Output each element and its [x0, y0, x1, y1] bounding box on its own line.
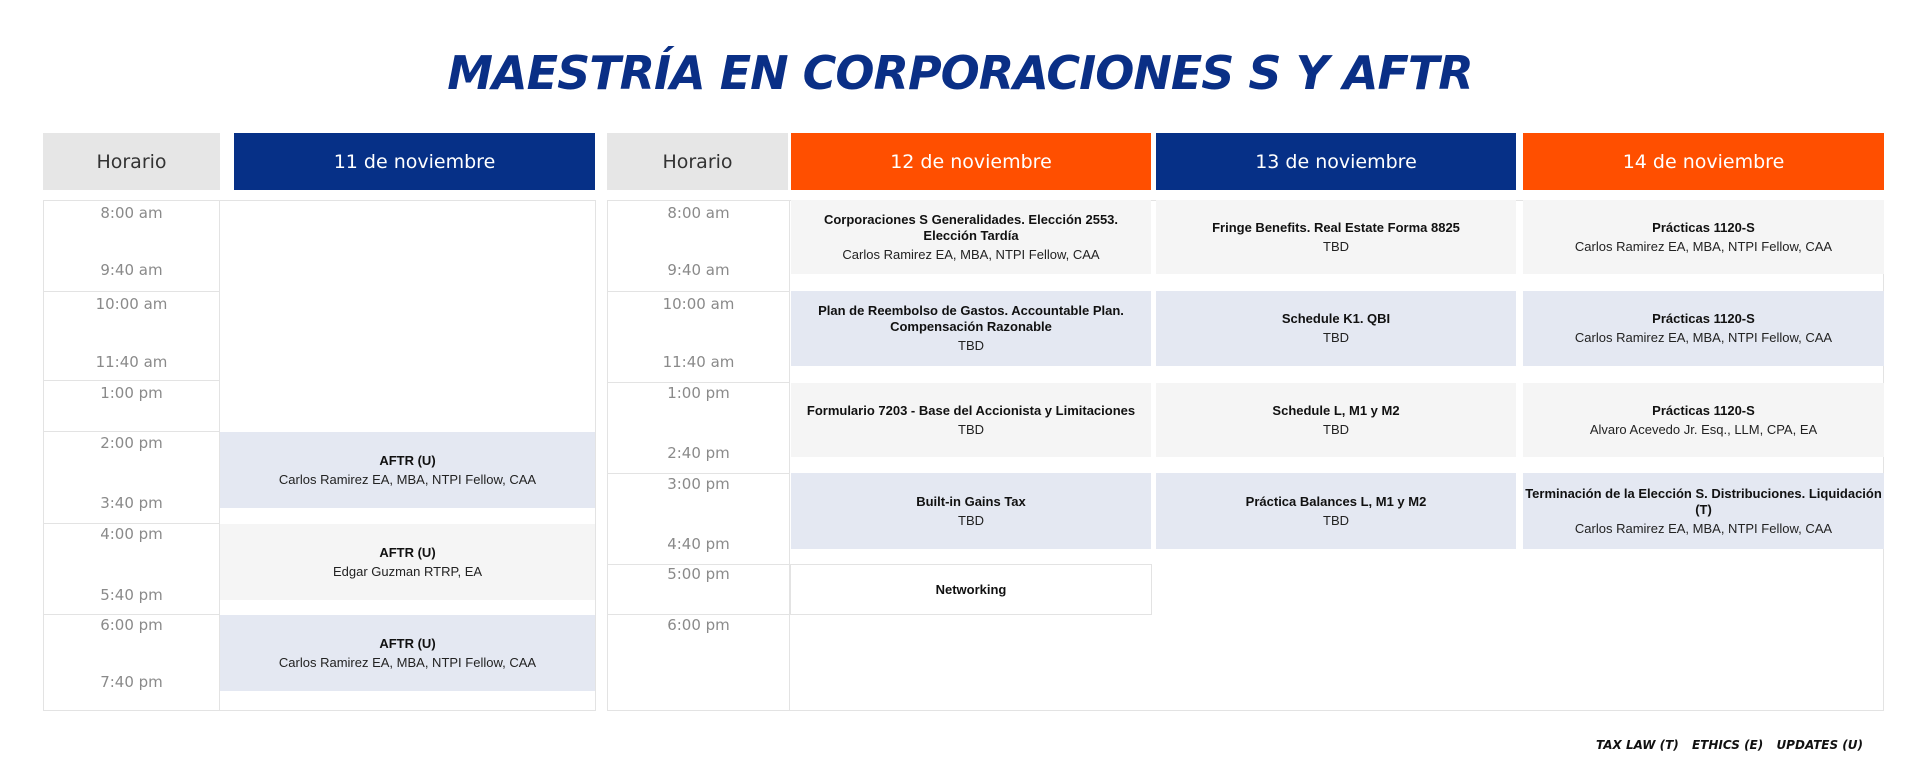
session-title: Fringe Benefits. Real Estate Forma 8825: [1212, 219, 1460, 235]
session-speaker: TBD: [1323, 330, 1349, 345]
session-card[interactable]: [791, 383, 1151, 457]
session-speaker: TBD: [958, 421, 984, 437]
session-card[interactable]: [791, 473, 1151, 549]
session-title: Terminación de la Elección S. Distribuciones. Liquidación (T): [1525, 485, 1882, 517]
session-speaker: Carlos Ramirez EA, MBA, NTPI Fellow, CAA: [1574, 330, 1833, 345]
time-label: 8:00 am: [667, 204, 730, 222]
time-label: 11:40 am: [95, 353, 168, 371]
time-label: 9:40 am: [667, 261, 730, 279]
session-speaker: TBD: [958, 338, 984, 353]
time-label: 2:00 pm: [100, 434, 163, 452]
legend-ethics: ETHICS (E): [1691, 738, 1764, 752]
session-title: Prácticas 1120-S: [1652, 219, 1755, 235]
session-card[interactable]: [1523, 291, 1884, 366]
row-divider: [607, 382, 790, 383]
session-title: Networking: [935, 581, 1007, 597]
time-label: 1:00 pm: [667, 384, 730, 402]
session-title: Built-in Gains Tax: [916, 493, 1026, 509]
session-speaker: Carlos Ramirez EA, MBA, NTPI Fellow, CAA: [1574, 520, 1833, 536]
session-card[interactable]: [791, 291, 1151, 366]
header-day-14: 14 de noviembre: [1523, 133, 1884, 190]
legend-tax-law: TAX LAW (T): [1595, 738, 1679, 752]
time-label: 4:00 pm: [100, 525, 163, 543]
session-title: Prácticas 1120-S: [1652, 402, 1755, 418]
time-label: 10:00 am: [95, 295, 168, 313]
session-title: Schedule K1. QBI: [1281, 311, 1391, 326]
header-day-11: 11 de noviembre: [234, 133, 595, 190]
row-divider: [607, 291, 790, 292]
page-title: MAESTRÍA EN CORPORACIONES S Y AFTR: [447, 46, 1473, 100]
session-title: Plan de Reembolso de Gastos. Accountable Plan. Compensación Razonable: [818, 303, 1124, 334]
session-title: Formulario 7203 - Base del Accionista y Limitaciones: [806, 402, 1136, 418]
session-card[interactable]: [1156, 291, 1516, 366]
session-title: AFTR (U): [379, 635, 436, 651]
row-divider: [43, 380, 220, 381]
session-title: Corporaciones S Generalidades. Elección 2553. Elección Tardía: [823, 211, 1119, 243]
session-card[interactable]: [220, 524, 595, 600]
session-card[interactable]: [220, 432, 595, 508]
time-label: 5:00 pm: [667, 565, 730, 583]
header-horario-right: Horario: [607, 133, 788, 190]
session-card[interactable]: [1156, 383, 1516, 457]
session-speaker: Carlos Ramirez EA, MBA, NTPI Fellow, CAA: [278, 654, 537, 670]
header-horario-left: Horario: [43, 133, 220, 190]
session-speaker: Carlos Ramirez EA, MBA, NTPI Fellow, CAA: [1574, 238, 1833, 254]
session-speaker: Edgar Guzman RTRP, EA: [332, 563, 483, 579]
time-label: 7:40 pm: [100, 673, 163, 691]
time-label: 5:40 pm: [100, 586, 163, 604]
session-title: Prácticas 1120-S: [1652, 311, 1755, 326]
legend-updates: UPDATES (U): [1776, 738, 1863, 752]
time-label: 1:00 pm: [100, 384, 163, 402]
session-speaker: Carlos Ramirez EA, MBA, NTPI Fellow, CAA: [278, 471, 537, 487]
row-divider: [43, 523, 220, 524]
row-divider: [43, 291, 220, 292]
row-divider: [43, 614, 220, 615]
time-label: 10:00 am: [662, 295, 735, 313]
session-title: AFTR (U): [379, 452, 436, 468]
time-label: 3:40 pm: [100, 494, 163, 512]
session-card[interactable]: [1523, 383, 1884, 457]
session-speaker: TBD: [1323, 512, 1349, 528]
session-speaker: Alvaro Acevedo Jr. Esq., LLM, CPA, EA: [1589, 421, 1818, 437]
time-label: 9:40 am: [100, 261, 163, 279]
row-divider: [43, 431, 220, 432]
row-divider: [607, 473, 790, 474]
session-card[interactable]: [1156, 473, 1516, 549]
session-title: Práctica Balances L, M1 y M2: [1245, 493, 1427, 509]
session-title: AFTR (U): [379, 544, 436, 560]
time-label: 2:40 pm: [667, 444, 730, 462]
session-speaker: TBD: [1323, 238, 1349, 254]
networking-card[interactable]: [790, 564, 1152, 615]
session-card[interactable]: [1523, 200, 1884, 274]
session-speaker: Carlos Ramirez EA, MBA, NTPI Fellow, CAA: [842, 246, 1100, 262]
session-card[interactable]: [791, 200, 1151, 274]
time-label: 8:00 am: [100, 204, 163, 222]
time-label: 4:40 pm: [667, 535, 730, 553]
session-title: Schedule L, M1 y M2: [1272, 402, 1400, 418]
time-label: 3:00 pm: [667, 475, 730, 493]
session-card[interactable]: [1156, 200, 1516, 274]
header-day-12: 12 de noviembre: [791, 133, 1151, 190]
time-label: 6:00 pm: [667, 616, 730, 634]
header-day-13: 13 de noviembre: [1156, 133, 1516, 190]
time-label: 6:00 pm: [100, 616, 163, 634]
time-label: 11:40 am: [662, 353, 735, 371]
session-speaker: TBD: [1323, 421, 1349, 437]
row-divider: [607, 614, 790, 615]
session-speaker: TBD: [958, 512, 984, 528]
session-card[interactable]: [1523, 473, 1884, 549]
category-legend: [1587, 738, 1863, 752]
session-card[interactable]: [220, 615, 595, 691]
